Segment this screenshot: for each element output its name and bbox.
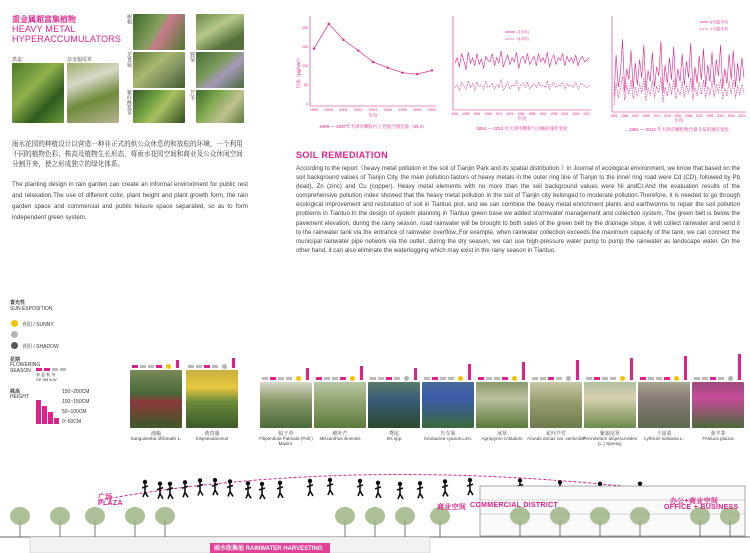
plant-name-latin: Agropyron cristatum <box>481 436 523 441</box>
tree-canopy-icon <box>10 507 30 525</box>
photo-col2c <box>196 90 244 123</box>
plant-label-col1b: 芜菁属 <box>126 52 132 67</box>
chart1-ytick: 200 <box>302 25 308 30</box>
season-bar-sample <box>36 368 66 371</box>
legend-season-cn: 春 夏 秋 冬 <box>36 372 56 377</box>
plant-sun-dot-icon <box>166 364 171 369</box>
plant-height-bar <box>522 362 525 380</box>
person-head-icon <box>168 482 172 486</box>
legend-h1: 150~200CM <box>62 389 90 395</box>
chart1-xtick: 2003 <box>368 108 378 112</box>
plant-name-cn: 黄菖蒲 <box>204 431 220 437</box>
left-text-cn: 雨水花园的种植设计以营造一种非正式的供公众休息的和放松的环境，一个利用不同的植物色彩、株高及植物生长形态，将雨水花园空间和商业及公众休闲空间分割开来，使之形成独立的绿化体系。 <box>12 141 243 168</box>
plant-season-bar <box>486 377 492 380</box>
plant-season-bar <box>278 377 284 380</box>
chart1-ytick: 100 <box>302 64 308 69</box>
person-body-icon <box>397 486 403 499</box>
plant-height-bar <box>176 360 179 368</box>
plant-photo <box>530 382 582 428</box>
plant-sun-dot-icon <box>728 376 733 381</box>
plant-sun-dot-icon <box>620 376 625 381</box>
section-commercial-en: COMMERCIAL DISTRICT <box>470 502 559 509</box>
person-head-icon <box>183 480 187 484</box>
plant-season-bar <box>340 377 346 380</box>
plant-season-bar <box>332 377 338 380</box>
tree-canopy-icon <box>590 507 610 525</box>
legend-flower-en1: FLOWERING <box>10 362 41 368</box>
chart1-xtick: 2001 <box>339 108 348 112</box>
person-body-icon <box>245 485 251 498</box>
chart2-legend-b: 年平均 <box>517 36 529 42</box>
plant-photo <box>314 382 366 428</box>
plant-sun-dot-icon <box>458 376 463 381</box>
tree-canopy-icon <box>395 507 415 525</box>
height-bar-1 <box>36 400 41 424</box>
person-head-icon <box>638 481 642 485</box>
person-body-icon <box>442 483 448 496</box>
plant-name-latin: Miscanthus sinensis <box>319 436 361 441</box>
plant-season-bar <box>548 377 554 380</box>
legend-season-en: SP SM A W <box>36 377 57 382</box>
plant-season-bar <box>656 377 662 380</box>
chart2-xtick: 1956 <box>462 112 470 116</box>
chart-3 <box>600 10 748 132</box>
plant-photo <box>638 382 690 428</box>
plant-height-bar <box>306 368 309 380</box>
person-body-icon <box>277 485 283 498</box>
person-head-icon <box>376 481 380 485</box>
legend-h3: 50~100CM <box>62 409 87 415</box>
photo-pennisetum <box>67 63 119 123</box>
chart2-xtick: 2006 <box>572 112 580 116</box>
chart2-xtick: 1961 <box>473 112 481 116</box>
chart2-xtick: 1986 <box>528 112 536 116</box>
photo-col1a <box>133 14 185 50</box>
person-body-icon <box>182 484 188 497</box>
person-head-icon <box>278 481 282 485</box>
plant-season-bar <box>610 377 616 380</box>
plant-season-bar <box>710 377 716 380</box>
plant-height-bar <box>630 358 633 380</box>
height-bar-4 <box>54 418 59 424</box>
person-body-icon <box>467 482 473 495</box>
plant-name-latin: Sanguisorba officinalis L. <box>130 436 182 441</box>
plant-name-latin: Lythrum salicaria L. <box>644 436 684 441</box>
chart3-legend-b: 7月数平均 <box>710 26 729 32</box>
person-body-icon <box>197 482 203 495</box>
plant-name-latin: Irispseudacorus <box>195 436 229 441</box>
plant-name-cn: 矢车菊 <box>440 431 456 437</box>
hyperaccumulator-title-en-2: HYPERACCUMULATORS <box>12 34 122 44</box>
plant-photo <box>186 370 238 428</box>
plant-season-bar <box>664 377 670 380</box>
plant-label-col2b: 芦苇 <box>189 90 195 100</box>
chart2-xtick: 2001 <box>561 112 569 116</box>
plant-height-bar <box>232 358 235 368</box>
hyperaccumulator-title-en-1: HEAVY METAL <box>12 24 76 34</box>
plant-label-rye: 黑麦 <box>12 57 23 63</box>
chart1-ylabel: 污染（μg/Nm³） <box>296 55 301 89</box>
chart2-xtick: 1971 <box>495 112 503 116</box>
chart1-ytick: 150 <box>302 45 308 50</box>
person-body-icon <box>327 482 333 495</box>
plant-sun-dot-icon <box>404 376 409 381</box>
plant-photo <box>130 370 182 428</box>
plant-season-bar <box>386 377 392 380</box>
chart2-xtick: 1981 <box>517 112 525 116</box>
chart3-series-line <box>614 39 744 96</box>
plant-season-bar <box>478 377 484 380</box>
person-head-icon <box>143 480 147 484</box>
plant-name-cn: 紫狼尾草 <box>599 431 620 437</box>
legend-sun-en: SUN EXPOSITION <box>10 306 53 312</box>
person-head-icon <box>468 478 472 482</box>
person-body-icon <box>417 485 423 498</box>
person-body-icon <box>142 484 148 497</box>
photo-col1b <box>133 52 185 88</box>
plant-season-bar <box>694 377 700 380</box>
legend-height-cn: 株高 <box>10 389 21 395</box>
person-head-icon <box>158 481 162 485</box>
plant-name-cn: 鸢尾 <box>388 431 399 437</box>
chart3-xtick: 1976 <box>663 114 671 118</box>
person-body-icon <box>167 486 173 499</box>
person-head-icon <box>518 478 522 482</box>
chart1-xtick: 2005 <box>398 108 407 112</box>
person-head-icon <box>328 478 332 482</box>
chart2-xlabel: 年份 <box>517 116 527 121</box>
left-text-en: The planting design in rain garden can create an informal environment for public rest and relaxation.The use of different color, plant height and plant growth form, the rain garden space and commercial and public leisure space separated, so as to form independent green system. <box>12 181 248 221</box>
plant-season-bar <box>394 377 400 380</box>
plant-name-cn: 千屈菜 <box>656 431 672 437</box>
plant-season-bar <box>602 377 608 380</box>
plant-season-bar <box>532 377 538 380</box>
chart2-xtick: 2011 <box>583 112 591 116</box>
plant-season-bar <box>494 377 500 380</box>
plant-name-cn: 花叶芦竹 <box>545 431 566 437</box>
chart3-xtick: 2011 <box>738 114 746 118</box>
chart-2 <box>445 10 595 132</box>
chart1-ytick: 0 <box>306 102 308 107</box>
chart3-xtick: 1966 <box>642 114 650 118</box>
height-bar-2 <box>42 406 47 424</box>
person-body-icon <box>227 483 233 496</box>
plant-height-bar <box>360 366 363 380</box>
plant-season-bar <box>448 377 454 380</box>
plant-height-bar <box>738 354 741 380</box>
plant-photo <box>476 382 528 428</box>
plant-season-bar <box>424 377 430 380</box>
section-rain-cn: 雨水收集池 <box>214 546 245 552</box>
section-office-cn: 办公+商业空间 <box>670 498 719 505</box>
chart3-xtick: 1951 <box>610 114 618 118</box>
plant-season-bar <box>586 377 592 380</box>
person-head-icon <box>418 481 422 485</box>
person-head-icon <box>358 479 362 483</box>
photo-col1c <box>133 90 185 123</box>
chart1-xtick: 2000 <box>324 108 333 112</box>
chart3-xtick: 2006 <box>727 114 735 118</box>
plant-season-bar <box>440 377 446 380</box>
tree-canopy-icon <box>85 507 105 525</box>
plant-season-bar <box>196 365 202 368</box>
plant-season-bar <box>648 377 654 380</box>
person-head-icon <box>398 482 402 486</box>
chart2-xtick: 1951 <box>451 112 459 116</box>
legend-sun-cn: 喜光性 <box>10 300 26 306</box>
plant-name-cn: 蚊子草 <box>278 431 294 437</box>
person-body-icon <box>259 486 265 499</box>
chart3-xtick: 1981 <box>674 114 682 118</box>
person-body-icon <box>307 483 313 496</box>
photo-col2a <box>196 14 244 50</box>
plant-name-cn: 地榆 <box>150 431 161 437</box>
chart3-series-line <box>614 76 744 105</box>
plant-season-bar <box>212 365 218 368</box>
chart1-xlabel: 年份 <box>368 113 378 118</box>
soil-heading: SOIL REMEDIATION <box>296 150 389 160</box>
plant-name-latin: Filipendula Palmata (Pall.) Maxim. <box>259 436 313 447</box>
chart2-series-line <box>455 79 589 90</box>
chart1-series-line <box>314 24 432 74</box>
plant-photo <box>422 382 474 428</box>
semi-dot-icon <box>11 331 18 338</box>
plant-name-cn: 蓝羊茅 <box>710 431 726 437</box>
chart3-xlabel: 年份 <box>674 118 684 123</box>
section-rain <box>214 543 322 552</box>
chart-1 <box>296 10 441 132</box>
person-body-icon <box>157 486 163 499</box>
plant-photo <box>584 382 636 428</box>
plant-season-bar <box>204 365 210 368</box>
plant-name-latin: Iris spp <box>386 436 402 441</box>
plant-season-bar <box>156 365 162 368</box>
plant-sun-dot-icon <box>674 376 679 381</box>
chart1-xtick: 2004 <box>383 108 392 112</box>
sunny-dot-icon <box>11 320 18 327</box>
chart3-xtick: 1961 <box>631 114 639 118</box>
plant-name-latin: Arundo donax var. versicolor <box>526 436 586 441</box>
plant-sun-dot-icon <box>350 376 355 381</box>
plant-height-bar <box>684 356 687 380</box>
section-plaza-cn: 广场 <box>98 494 113 501</box>
plant-season-bar <box>132 365 138 368</box>
chart2-xtick: 1991 <box>539 112 547 116</box>
tree-canopy-icon <box>550 507 570 525</box>
person-head-icon <box>558 480 562 484</box>
chart1-caption: 1999 — 2007年天津市颗粒污工党航空图室量（55.1） <box>319 124 427 129</box>
legend-h2: 100~150CM <box>62 399 90 405</box>
chart1-xtick: 2007 <box>427 108 437 112</box>
chart2-xtick: 1996 <box>550 112 558 116</box>
plant-season-bar <box>540 377 546 380</box>
plant-height-bar <box>414 368 417 380</box>
plant-season-bar <box>370 377 376 380</box>
chart2-caption: 1951 — 2012 年天津市颗粒气白额的速年变化 <box>476 126 568 131</box>
tree-canopy-icon <box>630 507 650 525</box>
legend-h4: 0~50CM <box>62 419 82 425</box>
photo-rye <box>12 63 64 123</box>
person-body-icon <box>357 483 363 496</box>
shadow-dot-icon <box>11 342 18 349</box>
plant-season-bar <box>702 377 708 380</box>
legend-sunny: 喜阳 / SUNNY <box>22 322 54 328</box>
person-head-icon <box>308 479 312 483</box>
height-bar-3 <box>48 412 53 424</box>
chart3-xtick: 1971 <box>653 114 661 118</box>
plant-season-bar <box>286 377 292 380</box>
person-head-icon <box>260 482 264 486</box>
tree-canopy-icon <box>125 507 145 525</box>
plant-label-col2a: 野菊 <box>189 52 195 62</box>
plant-season-bar <box>432 377 438 380</box>
chart2-xtick: 1976 <box>506 112 514 116</box>
legend-flower-en2: SEASON <box>10 368 31 374</box>
legend-shadow: 喜阴 / SHADOW <box>22 344 59 350</box>
chart3-caption: 1951 — 2012 年天津市颗粒物含量分布的速年变化 <box>628 127 730 132</box>
plant-photo <box>692 382 744 428</box>
plant-name-latin: Pennisetum alopecuroides (L.) Spreng. <box>582 436 638 447</box>
tree-canopy-icon <box>335 507 355 525</box>
chart2-legend-a: 月平均 <box>517 29 529 35</box>
person-head-icon <box>598 482 602 486</box>
tree-canopy-icon <box>365 507 385 525</box>
plant-height-bar <box>576 360 579 380</box>
plant-season-bar <box>188 365 194 368</box>
chart3-xtick: 1996 <box>706 114 714 118</box>
plant-name-cn: 细叶芒 <box>332 431 348 437</box>
section-rain-en: RAINWATER HARVESTING <box>245 546 323 552</box>
hyperaccumulator-title-cn: 重金属超富集植物 <box>12 15 76 24</box>
section-office-en: OFFICE + BUSINESS <box>664 504 739 511</box>
tree-canopy-icon <box>510 507 530 525</box>
chart3-xtick: 1956 <box>621 114 629 118</box>
chart2-series-line <box>455 51 589 70</box>
legend-height-en: HEIGHT <box>10 394 29 400</box>
chart1-xtick: 1999 <box>309 108 319 112</box>
person-head-icon <box>228 479 232 483</box>
plant-label-col1c: 紫叶酢浆草 <box>126 90 132 115</box>
plant-sun-dot-icon <box>296 376 301 381</box>
plant-season-bar <box>640 377 646 380</box>
person-body-icon <box>375 485 381 498</box>
chart3-xtick: 1991 <box>695 114 703 118</box>
person-body-icon <box>212 482 218 495</box>
plant-photo <box>260 382 312 428</box>
chart2-xtick: 1966 <box>484 112 492 116</box>
plant-label-pennisetum: 杂交狼尾草 <box>67 57 93 63</box>
plant-season-bar <box>594 377 600 380</box>
person-head-icon <box>443 479 447 483</box>
chart1-ytick: 50 <box>304 83 308 88</box>
plant-season-bar <box>378 377 384 380</box>
plant-photo <box>368 382 420 428</box>
plant-season-bar <box>270 377 276 380</box>
chart1-xtick: 2006 <box>413 108 422 112</box>
plant-season-bar <box>324 377 330 380</box>
plant-season-bar <box>718 377 724 380</box>
tree-canopy-icon <box>155 507 175 525</box>
chart3-xtick: 2001 <box>717 114 725 118</box>
chart3-xtick: 1986 <box>685 114 693 118</box>
legend-flower-cn: 花期 <box>10 357 21 363</box>
plant-season-bar <box>316 377 322 380</box>
plant-name-cn: 冰草 <box>496 431 507 437</box>
plant-sun-dot-icon <box>222 364 227 369</box>
photo-col2b <box>196 52 244 88</box>
tree-canopy-icon <box>50 507 70 525</box>
section-plaza-en: PLAZA <box>98 500 123 507</box>
plant-name-latin: Festuca glauca <box>702 436 734 441</box>
plant-season-bar <box>502 377 508 380</box>
plant-season-bar <box>556 377 562 380</box>
section-commercial-cn: 商业空间 <box>437 504 467 511</box>
soil-body: According to the report《heavy metal pollution in the soil of Tianjin Park and its spatial distribution 》in Journal of ecological environment, we know that based on the soil background values of Tianjin City, the main pollution factors of heavy metals in the outer ring line of Tianjin to the inner ring road were Cd (CD), followed by Pb (lead), Zn (zinc) and Cu (copper). Heavy metal elements with no more than the soil background values were Ni andCr.And the evaluation results of the comprehensive pollution index showed that the heavy metal pollution in the soil of Tianjin city belonged to moderate pollution.Therefore, it is needed to go through ecological improvement and restoration of soil in Tiantuo plot, and we can combine the heavy metal enrichment plants and earthworms to repair the soil pollution problems in Tiantuo.In the design of system planning in Tiantuo green base we added stormwater management and collection system, The green belt is below the pavement elevation, during the rainy season, road rainwater will be brought to both sides of the green belt by the drainage slope, it will collect rainwater and send it to the rainwater tank via the entrance of rainwater overflow.,For example, when rainwater collection exceeds the maximum capacity of the tank, we can connect the municipal rainwater pipe network via the outlet. during the dry season, we can use high-pressure water pump to pump the rainwater as landscape water. On the other hand, it can also eliminate the waterlogging which may exist in the rainy season in Tiantuo. <box>296 165 740 254</box>
plant-sun-dot-icon <box>512 376 517 381</box>
person-head-icon <box>198 478 202 482</box>
plant-season-bar <box>148 365 154 368</box>
plant-height-bar <box>468 364 471 380</box>
plant-name-latin: Centaurea cyanus Linn. <box>423 436 473 441</box>
chart3-legend-a: 6月数平均 <box>710 19 729 25</box>
chart1-xtick: 2002 <box>354 108 363 112</box>
plant-sun-dot-icon <box>566 376 571 381</box>
person-head-icon <box>246 481 250 485</box>
plant-label-col1a: 树根 <box>126 14 132 24</box>
plant-season-bar <box>140 365 146 368</box>
person-head-icon <box>213 478 217 482</box>
plant-season-bar <box>262 377 268 380</box>
